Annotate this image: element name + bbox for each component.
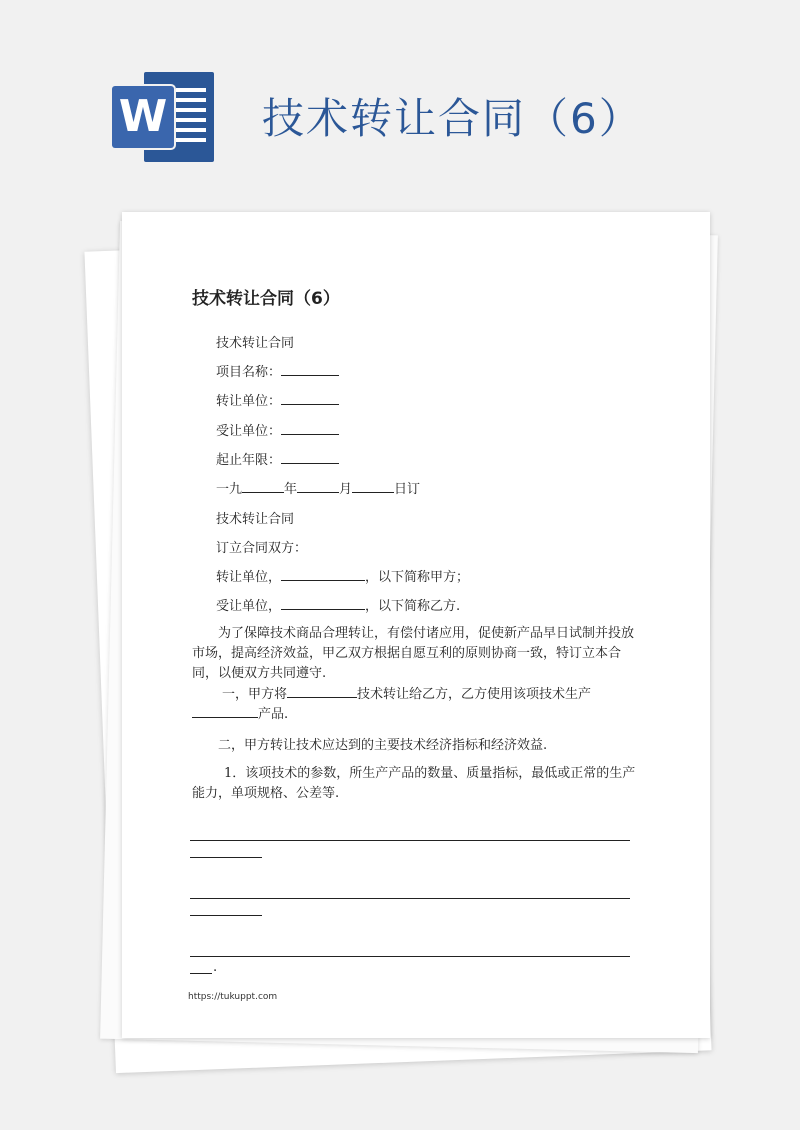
clause-2-1: 1．该项技术的参数，所生产产品的数量、质量指标，最低或正常的生产能力，单项规格、公差等. [192, 766, 636, 801]
contract-subheading: 技术转让合同 [216, 512, 295, 527]
parties-heading: 订立合同双方： [216, 541, 308, 556]
document-title: 技术转让合同（6） [192, 289, 340, 309]
clause-1: 一，甲方将 技术转让给乙方，乙方使用该项技术生产 产品. [192, 685, 642, 725]
header [0, 0, 800, 200]
word-badge: W [112, 86, 174, 148]
fill-line [190, 956, 630, 957]
source-url: https://tukuppt.com [188, 992, 278, 1002]
transferor-field: 转让单位： [216, 390, 339, 409]
fill-line [190, 898, 630, 899]
party-a-line: 转让单位， ，以下简称甲方； [216, 570, 470, 585]
fill-line [190, 857, 262, 858]
end-mark: . [213, 960, 218, 975]
word-icon [112, 72, 216, 162]
contract-heading: 技术转让合同 [216, 336, 295, 351]
transferee-field: 受让单位： [216, 420, 339, 439]
project-name-field: 项目名称： [216, 361, 339, 380]
party-b-line: 受让单位， ，以下简称乙方. [216, 599, 461, 614]
fill-line [190, 915, 262, 916]
document-page [122, 212, 710, 1038]
page-title: 技术转让合同（6） [262, 94, 643, 143]
fill-line [190, 840, 630, 841]
preamble-paragraph: 为了保障技术商品合理转让，有偿付诸应用，促使新产品早日试制并投放市场，提高经济效益，甲乙双方根据自愿互利的原则协商一致，特订立本合同，以便双方共同遵守. [192, 626, 635, 681]
fill-line [190, 973, 212, 974]
date-line: 一九 年 月 日订 [216, 482, 421, 497]
period-field: 起止年限： [216, 449, 339, 468]
clause-2: 二，甲方转让技术应达到的主要技术经济指标和经济效益. [218, 738, 548, 753]
